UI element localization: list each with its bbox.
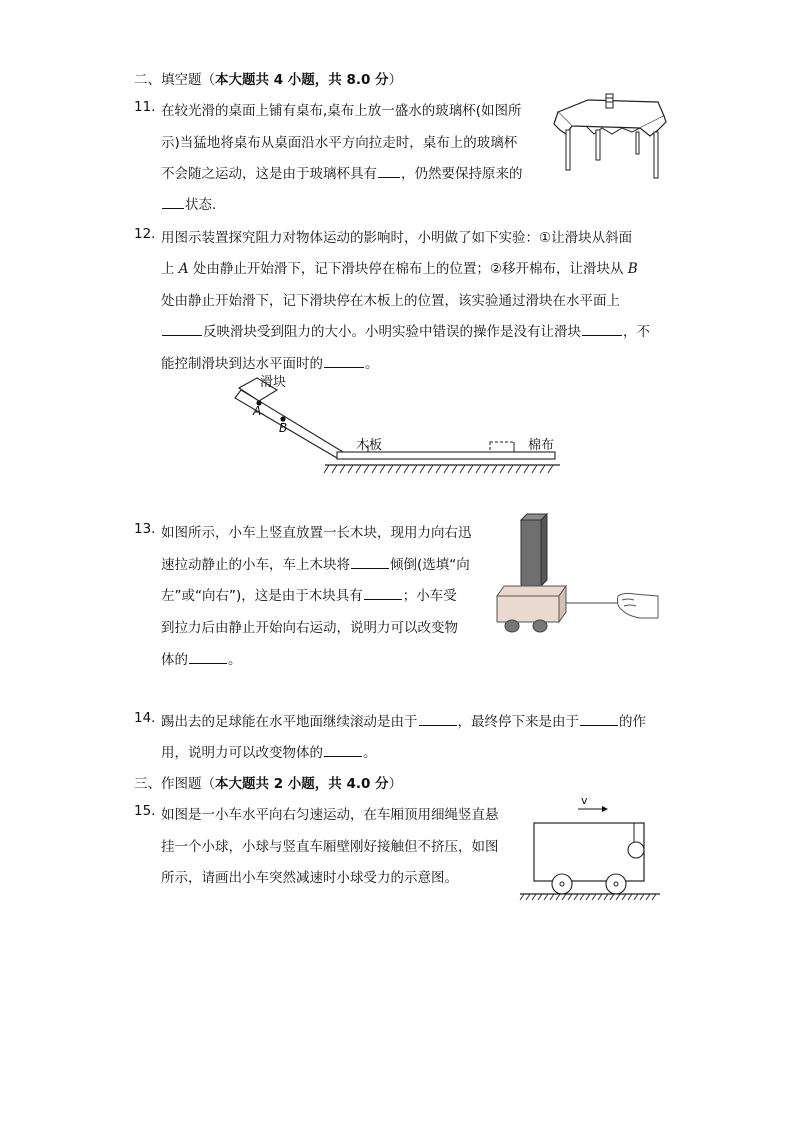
q12-text: 移开棉布，让滑块从 [501,261,628,277]
q14-text: 的作 [619,714,646,730]
q12-blank-3[interactable] [324,353,364,368]
q11-blank-2[interactable] [162,194,184,209]
q13-text: ；小车受 [402,588,457,604]
q12-text: 上 [161,261,179,277]
q12-point-b: B [627,261,638,277]
q11-blank-1[interactable] [378,163,400,178]
q13-text: 体的 [161,652,188,668]
q14-text: 。 [363,745,377,761]
q13-line-1: 如图所示，小车上竖直放置一长木块，现用力向右迅 [161,525,472,541]
label-wood: 木板 [356,438,383,453]
label-b: B [279,421,288,435]
q12-line-4 [161,320,650,340]
q14-text: 用，说明力可以改变物体的 [161,745,323,761]
section-2-title: 二、填空题（ [134,72,215,88]
section-2-info: 本大题共 4 小题，共 8.0 分 [215,72,389,88]
q12-blank-2[interactable] [582,321,622,336]
q14-line-1 [161,710,646,730]
q14-blank-1[interactable] [419,711,457,726]
section-2-heading [134,68,402,88]
q13-blank-2[interactable] [364,585,402,600]
q12-text: 让滑块从斜面 [551,230,633,246]
q12-number: 12. [134,226,156,242]
label-cloth: 棉布 [528,438,555,453]
q12-line-2 [161,257,638,277]
q13-line-3 [161,584,457,604]
q15-line-1: 如图是一小车水平向右匀速运动，在车厢顶用细绳竖直悬 [161,807,499,823]
q14-line-2 [161,741,377,761]
q14-number: 14. [134,710,156,726]
table-cloth-figure [546,90,672,182]
q12-circled-1: ① [539,230,552,246]
q11-text: 不会随之运动，这是由于玻璃杯具有 [161,166,377,182]
q13-blank-3[interactable] [189,649,227,664]
q12-point-a: A [178,261,189,277]
q11-line-2: 示)当猛地将桌布从桌面沿水平方向拉走时，桌布上的玻璃杯 [161,135,518,151]
velocity-label: v [581,794,588,807]
q14-blank-2[interactable] [580,711,618,726]
q11-text: 状态． [185,197,226,213]
q12-text: 。 [365,356,379,372]
q11-line-1: 在较光滑的桌面上铺有桌布,桌布上放一盛水的玻璃杯(如图所 [161,103,522,119]
q12-circled-2: ② [489,261,502,277]
q13-line-2 [161,553,470,573]
q15-line-3: 所示，请画出小车突然减速时小球受力的示意图。 [161,870,458,886]
q12-text: ，不 [623,324,650,340]
incline-figure [225,370,565,482]
q15-number: 15. [134,803,156,819]
cart-box [534,823,644,881]
section-3-heading [134,772,402,792]
hanging-ball [628,842,644,858]
q11-number: 11. [134,99,156,115]
q12-line-3: 处由静止开始滑下，记下滑块停在木板上的位置，该实验通过滑块在水平面上 [161,293,620,309]
q14-text: 踢出去的足球能在水平地面继续滚动是由于 [161,714,418,730]
q13-line-5 [161,648,242,668]
q11-line-4 [161,193,226,213]
q13-text: 倾倒(选填“向 [390,557,470,573]
q13-line-4: 到拉力后由静止开始向右运动，说明力可以改变物 [161,620,458,636]
q12-blank-1[interactable] [162,321,202,336]
label-slider: 滑块 [260,375,287,390]
q13-blank-1[interactable] [351,554,389,569]
q12-text: 能控制滑块到达水平面时的 [161,356,323,372]
section-3-close: ） [388,776,403,792]
q12-line-5 [161,352,379,372]
cart-ball-figure [516,792,664,904]
q13-text: 。 [228,652,242,668]
cart-block-figure [494,512,662,636]
q12-line-1 [161,226,632,246]
q13-text: 速拉动静止的小车，车上木块将 [161,557,350,573]
section-2-close: ） [388,72,403,88]
q12-text: 处由静止开始滑下，记下滑块停在棉布上的位置； [188,261,490,277]
q13-number: 13. [134,521,156,537]
section-3-info: 本大题共 2 小题，共 4.0 分 [215,776,389,792]
q14-blank-3[interactable] [324,742,362,757]
q13-text: 左”或“向右”)，这是由于木块具有 [161,588,363,604]
q14-text: ，最终停下来是由于 [457,714,579,730]
q11-text: ，仍然要保持原来的 [401,166,523,182]
q12-text: 反映滑块受到阻力的大小。小明实验中错误的操作是没有让滑块 [203,324,581,340]
velocity-arrow-icon [602,806,608,812]
q12-text: 用图示装置探究阻力对物体运动的影响时，小明做了如下实验： [161,230,539,246]
q11-line-3 [161,162,523,182]
label-a: A [253,404,262,418]
q15-line-2: 挂一个小球，小球与竖直车厢壁刚好接触但不挤压，如图 [161,839,499,855]
section-3-title: 三、作图题（ [134,776,215,792]
